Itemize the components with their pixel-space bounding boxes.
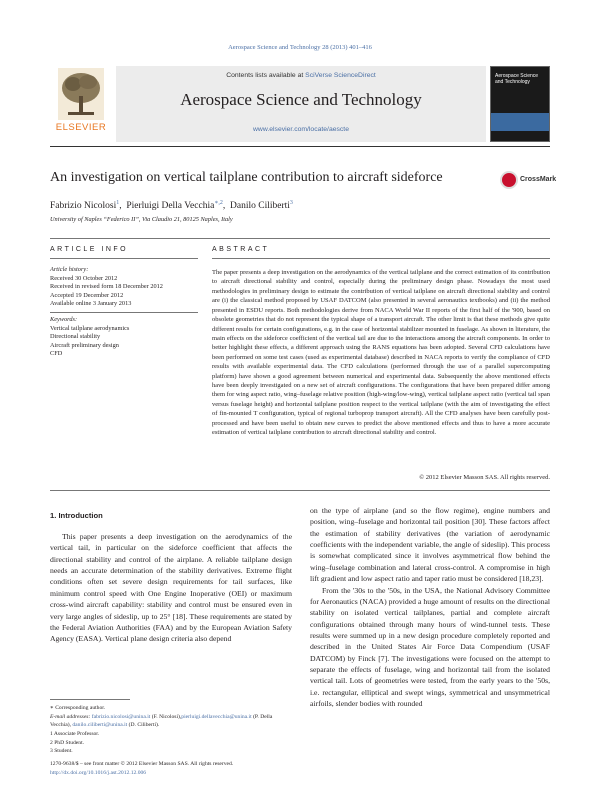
footnote-1: 1 Associate Professor. <box>50 730 100 737</box>
author-name[interactable]: Fabrizio Nicolosi <box>50 201 117 212</box>
author-mark[interactable]: 3 <box>289 200 293 206</box>
journal-header <box>50 66 550 142</box>
keywords-label: Keywords: <box>50 316 78 323</box>
author-mark[interactable]: 1 <box>116 200 120 206</box>
history-item: Available online 3 January 2013 <box>50 300 132 307</box>
footnote-3: 3 Student. <box>50 748 73 755</box>
footnote-emails: E-mail addresses: fabrizio.nicolosi@unina.it (F. Nicolosi),pierluigi.dellavecchia@unina.it (P. Della Vecchia), danilo.ciliberti@unina.it (D. Ciliberti). <box>50 713 273 729</box>
elsevier-logo[interactable] <box>50 66 112 142</box>
author-name[interactable]: Danilo Ciliberti <box>230 201 290 212</box>
left-column <box>50 531 292 645</box>
body-paragraph: This paper presents a deep investigation on the aerodynamics of the vertical tail, in particular on the sideforce coefficient that affects the directional stability and control of the airplane. A reliable tailplane design needs an accurate determination of the stability derivatives. Extreme flight conditions often set severe design requirements for tail surfaces, like minimum control speed with One Engine Inoperative (OEI) or maximum cross-wind aircraft capability: stability and control must be ensured even in very large angles of sideslip, up to 25° [18]. These requirements are stated by the Federal Aviation Authorities (FAA) and by the European Aviation Safety Agency (EASA). Vertical plane design criteria also depend <box>50 532 292 644</box>
right-column <box>310 505 550 709</box>
keyword: Vertical tailplane aerodynamics <box>50 324 130 332</box>
crossmark-badge[interactable] <box>500 171 557 191</box>
email-link[interactable]: pierluigi.dellavecchia@unina.it <box>181 713 252 720</box>
footnote-rule <box>50 699 130 700</box>
history-label: Article history: <box>50 266 89 273</box>
keyword: Directional stability <box>50 333 101 340</box>
footnotes <box>50 704 290 756</box>
header-banner <box>116 66 486 142</box>
cover-title: Aerospace Science and Technology <box>495 73 539 85</box>
header-rule <box>50 146 550 147</box>
author-mark[interactable]: ∗,2 <box>214 200 223 206</box>
keyword: Aircraft preliminary design <box>50 341 119 349</box>
divider <box>50 312 198 313</box>
journal-cover-thumbnail[interactable] <box>490 66 550 142</box>
footnote-corresponding: ∗ Corresponding author. <box>50 705 106 711</box>
journal-homepage <box>116 126 486 133</box>
affiliation: University of Naples “Federico II”, Via Claudio 21, 80125 Naples, Italy <box>50 216 233 223</box>
contents-line: Contents lists available at SciVerse ScienceDirect <box>226 72 376 79</box>
author-name[interactable]: Pierluigi Della Vecchia <box>126 201 215 212</box>
history-item: Received 30 October 2012 <box>50 274 118 282</box>
keyword: CFD <box>50 350 63 357</box>
crossmark-icon <box>500 171 518 189</box>
journal-reference[interactable]: Aerospace Science and Technology 28 (2013) 401–416 <box>228 44 372 51</box>
section-heading: 1. Introduction <box>50 511 103 520</box>
divider <box>212 258 550 259</box>
divider <box>50 258 198 259</box>
abstract-heading: ABSTRACT <box>212 246 270 253</box>
divider <box>50 238 550 239</box>
footnote-2: 2 PhD Student. <box>50 739 85 746</box>
email-link[interactable]: danilo.ciliberti@unina.it <box>72 722 128 729</box>
history-item: Received in revised form 18 December 2012 <box>50 283 163 290</box>
cover-stripe <box>491 113 549 131</box>
history-item: Accepted 19 December 2012 <box>50 291 124 299</box>
author-list: Fabrizio Nicolosi$^1$, Pierluigi Della Vecchia$^{∗,2}$, Danilo Ciliberti$^3$ <box>50 200 293 212</box>
body-paragraph: on the type of airplane (and so the flow regime), engine numbers and position, wing–fuselage and horizontal tail position [30]. These factors affect the estimation of stability derivatives (the variation of aerodynamic coefficients with the independent variable, the angle of sideslip). This process is somewhat complicated since it involves asymmetrical flow behind the wing–fuselage combination and lateral cross-control. A compromise in high lift gradient and low aspect ratio and taper ratio must be considered [18,23]. <box>310 506 550 584</box>
publisher-name: ELSEVIER <box>55 122 107 133</box>
homepage-link[interactable]: www.elsevier.com/locate/aescte <box>253 126 349 133</box>
sciencedirect-link[interactable]: SciVerse ScienceDirect <box>305 72 376 79</box>
abstract-text: The paper presents a deep investigation on the aerodynamics of the vertical tailplane and the correct estimation of its contribution to aircraft directional stability and control, especially during the preliminary design phase. Nowadays the most used methodologies in preliminary design to estimate the contribution of vertical tailplane on aircraft directional stability and control are (i) the classical method proposed by USAF DATCOM (also presented in several aeronautics textbooks) and (ii) the method presented in ESDU reports. Both methodologies derive from NACA World War II reports of the first half of the '900, based on obsolete geometries that do not represent the typical shape of a transport aircraft. The other limit is that these methods give quite different results for certain configurations, e.g. in the case of horizontal stabilizer mounted in fuselage. As shown in literature, the main effects on the sideforce coefficient of the vertical tail are due to the interactions among the aircraft components. In order to better highlight these effects, a different approach using the RANS equations has been adopted. Several CFD calculations have been performed on some test cases (used as experimental database) described in NACA reports to verify the compliance of CFD results with available experimental data. The CFD calculations (performed through the use of a parallel supercomputing platform) have shown a good agreement between numerical and experimental data. Subsequently the above mentioned effects have been deeply investigated on a new set of aircraft configurations. The configurations that have been prepared differ among them for wing aspect ratio, wing–fuselage relative position (high-wing/low-wing), vertical tailplane aspect ratio (vertical tail span versus fuselage height) and horizontal tailplane position respect to the vertical tailplane (with the aim of investigating the effect of fin-mounted T configuration, typical of regional turboprop transport aircraft). All the CFD analyses have been carefully post-processed and have been useful to obtain new curves to predict the above mentioned effects and thus to have a more accurate estimation of vertical tailplane contribution to aircraft directional stability and control. <box>212 269 550 437</box>
body-paragraph: From the '30s to the '50s, in the USA, the National Advisory Committee for Aeronautics (NACA) provided a huge amount of results on the directional stability on isolated vertical tailplanes, partial and complete aircraft configurations obtained through many hours of wind-tunnel tests. These results were summed up in a new design procedure completely reported and described in the United States Air Force Data Compendium (USAF DATCOM) by Finck [7]. The investigations were focused on the attempt to separate the effects of fuselage, wing and horizontal tail from the isolated vertical tail. Lots of geometries were tested, from the early years to the '50s, i.e. rectangular, elliptical and swept wings, symmetrical and unsymmetrical airfoils, slender bodies with rounded <box>310 585 550 709</box>
article-history <box>50 266 190 309</box>
divider <box>50 490 550 491</box>
issn-line: 1270-9638/$ – see front matter © 2012 Elsevier Masson SAS. All rights reserved. <box>50 761 234 767</box>
crossmark-label: CrossMark <box>520 176 557 183</box>
front-matter <box>50 760 310 777</box>
elsevier-tree-icon <box>58 68 104 120</box>
article-info-heading: ARTICLE INFO <box>50 246 129 253</box>
email-link[interactable]: fabrizio.nicolosi@unina.it <box>91 713 151 720</box>
keywords <box>50 316 190 359</box>
doi-link[interactable]: http://dx.doi.org/10.1016/j.ast.2012.12.006 <box>50 769 147 776</box>
paper-title: An investigation on vertical tailplane contribution to aircraft sideforce <box>50 170 443 185</box>
abstract-copyright: © 2012 Elsevier Masson SAS. All rights reserved. <box>419 474 550 481</box>
journal-title: Aerospace Science and Technology <box>180 90 422 109</box>
